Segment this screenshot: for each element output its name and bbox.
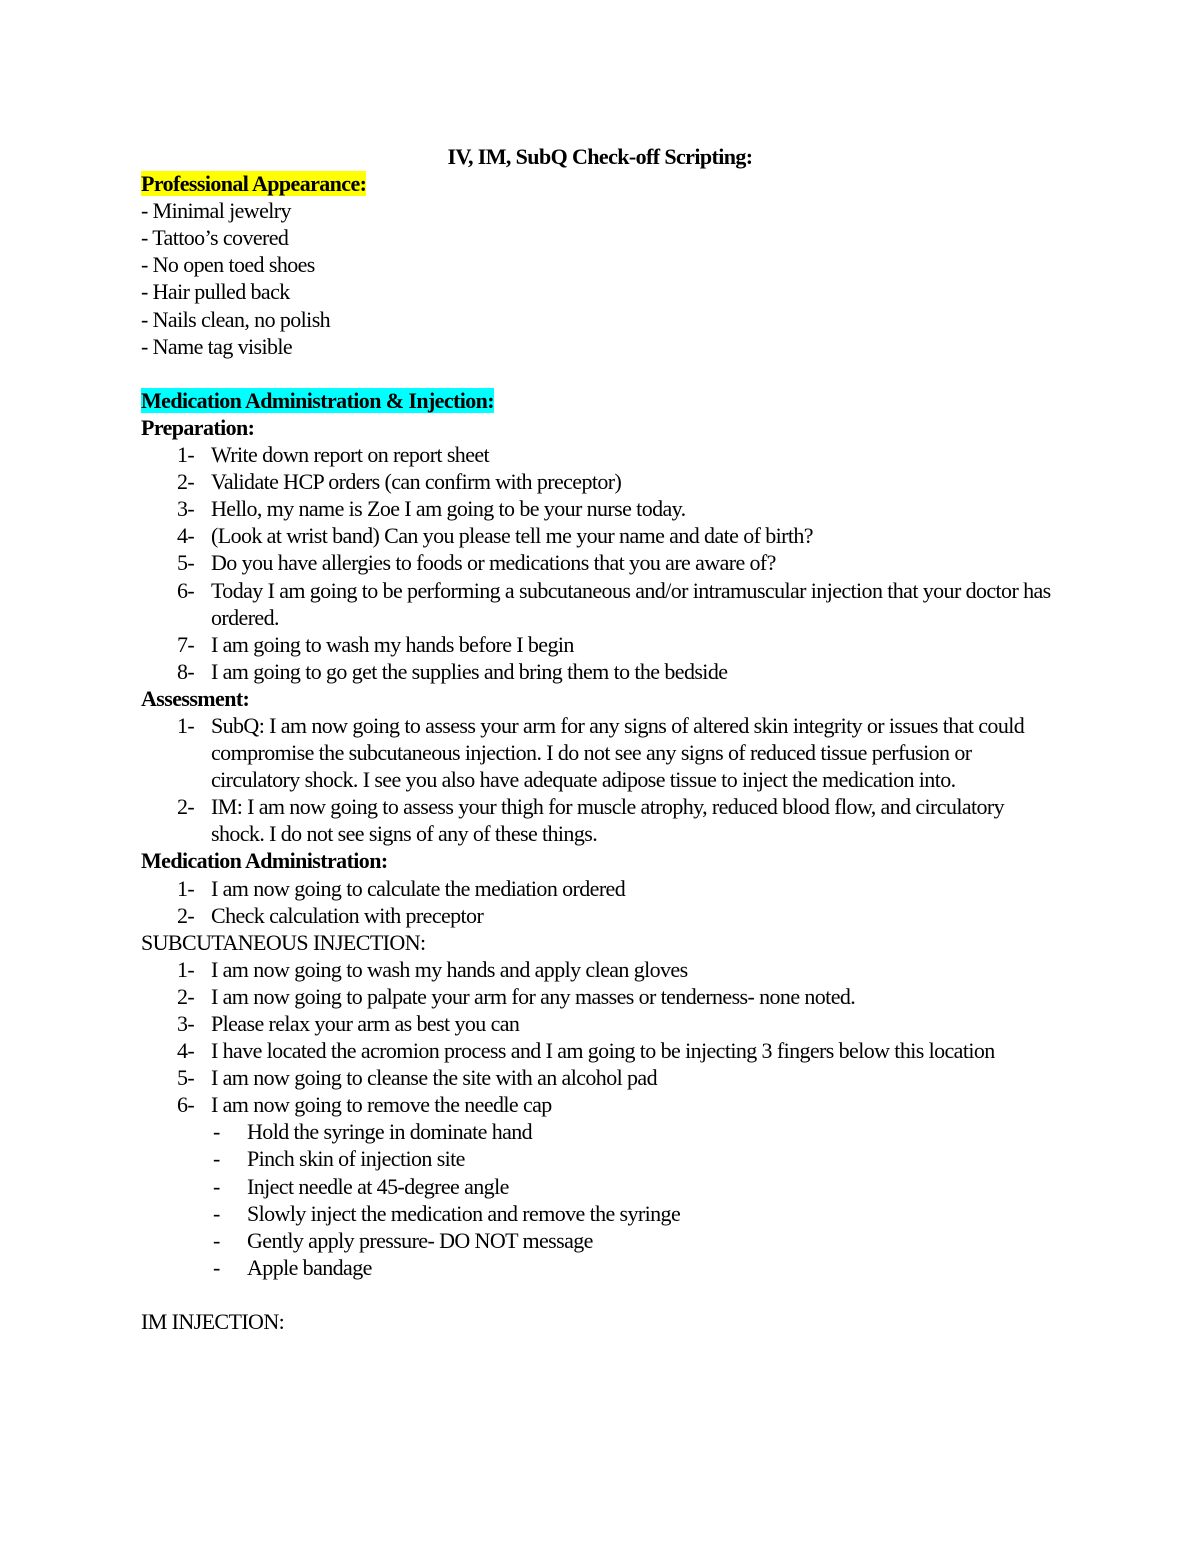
sub-list-item bbox=[141, 1227, 1061, 1254]
professional-appearance-heading bbox=[141, 170, 1061, 197]
item-text: Today I am going to be performing a subcutaneous and/or intramuscular injection that your doctor has ordered. bbox=[211, 577, 1051, 630]
list-item bbox=[141, 631, 1061, 658]
item-text: I am now going to palpate your arm for any masses or tenderness- none noted. bbox=[211, 983, 856, 1009]
list-item: - Nails clean, no polish bbox=[141, 306, 331, 332]
item-number: 8- bbox=[177, 658, 195, 684]
title-text: IV, IM, SubQ Check-off Scripting: bbox=[447, 144, 753, 169]
item-text: I am now going to remove the needle cap bbox=[211, 1092, 552, 1118]
list-item bbox=[141, 902, 1061, 929]
list-item: - Minimal jewelry bbox=[141, 198, 291, 224]
assessment-list bbox=[141, 712, 1061, 847]
item-text: Gently apply pressure- DO NOT message bbox=[247, 1227, 593, 1253]
item-number: 6- bbox=[177, 577, 195, 603]
medication-administration-heading: Medication Administration: bbox=[141, 848, 388, 874]
sub-list-item bbox=[141, 1118, 1061, 1145]
item-text: I am going to go get the supplies and bring them to the bedside bbox=[211, 658, 728, 684]
sub-list-item bbox=[141, 1173, 1061, 1200]
item-text: Slowly inject the medication and remove the syringe bbox=[247, 1200, 681, 1226]
item-text: (Look at wrist band) Can you please tell me your name and date of birth? bbox=[211, 523, 813, 549]
subq-sub-list bbox=[141, 1118, 1061, 1281]
document-title bbox=[0, 143, 1200, 170]
heading-text: Medication Administration & Injection: bbox=[141, 387, 495, 413]
list-item bbox=[141, 1091, 1061, 1118]
item-number: 4- bbox=[177, 1038, 195, 1064]
item-number: 5- bbox=[177, 1065, 195, 1091]
list-item bbox=[141, 658, 1061, 685]
subq-injection-heading: SUBCUTANEOUS INJECTION: bbox=[141, 929, 426, 955]
list-item bbox=[141, 1010, 1061, 1037]
list-item bbox=[141, 495, 1061, 522]
item-number: 6- bbox=[177, 1092, 195, 1118]
im-injection-heading: IM INJECTION: bbox=[141, 1309, 285, 1335]
item-text: Pinch skin of injection site bbox=[247, 1146, 465, 1172]
list-item bbox=[141, 549, 1061, 576]
subq-list bbox=[141, 956, 1061, 1119]
item-text: Check calculation with preceptor bbox=[211, 902, 484, 928]
sub-list-item bbox=[141, 1254, 1061, 1281]
item-text: IM: I am now going to assess your thigh for muscle atrophy, reduced blood flow, and circulatory shock. I do not see signs of any of these things. bbox=[211, 794, 1005, 847]
item-number: 1- bbox=[177, 712, 195, 738]
item-number: 2- bbox=[177, 902, 195, 928]
dash-bullet: - bbox=[213, 1146, 220, 1172]
item-text: Hold the syringe in dominate hand bbox=[247, 1119, 533, 1145]
item-text: I have located the acromion process and I am going to be injecting 3 fingers below this location bbox=[211, 1038, 995, 1064]
item-text: Validate HCP orders (can confirm with preceptor) bbox=[211, 469, 622, 495]
preparation-list bbox=[141, 441, 1061, 685]
assessment-heading: Assessment: bbox=[141, 685, 250, 711]
medication-administration-list bbox=[141, 875, 1061, 929]
dash-bullet: - bbox=[213, 1227, 220, 1253]
list-item: - Name tag visible bbox=[141, 333, 293, 359]
appearance-list bbox=[141, 197, 1061, 360]
item-text: I am going to wash my hands before I begin bbox=[211, 631, 574, 657]
list-item bbox=[141, 468, 1061, 495]
item-text: Hello, my name is Zoe I am going to be your nurse today. bbox=[211, 496, 686, 522]
dash-bullet: - bbox=[213, 1200, 220, 1226]
item-text: I am now going to calculate the mediation ordered bbox=[211, 875, 626, 901]
list-item: - Tattoo’s covered bbox=[141, 225, 289, 251]
sub-list-item bbox=[141, 1145, 1061, 1172]
item-text: I am now going to cleanse the site with an alcohol pad bbox=[211, 1065, 657, 1091]
item-text: Do you have allergies to foods or medications that you are aware of? bbox=[211, 550, 776, 576]
item-text: I am now going to wash my hands and apply clean gloves bbox=[211, 956, 688, 982]
dash-bullet: - bbox=[213, 1119, 220, 1145]
heading-text: Professional Appearance: bbox=[141, 171, 367, 197]
item-number: 2- bbox=[177, 794, 195, 820]
item-number: 3- bbox=[177, 496, 195, 522]
preparation-heading: Preparation: bbox=[141, 414, 255, 440]
item-number: 7- bbox=[177, 631, 195, 657]
list-item bbox=[141, 1064, 1061, 1091]
list-item: - Hair pulled back bbox=[141, 279, 290, 305]
list-item bbox=[141, 1037, 1061, 1064]
document-page bbox=[141, 143, 1061, 1335]
list-item bbox=[141, 522, 1061, 549]
med-admin-injection-heading bbox=[141, 387, 1061, 414]
dash-bullet: - bbox=[213, 1173, 220, 1199]
item-text: Please relax your arm as best you can bbox=[211, 1011, 520, 1036]
list-item bbox=[141, 875, 1061, 902]
list-item bbox=[141, 983, 1061, 1010]
item-number: 2- bbox=[177, 469, 195, 495]
list-item bbox=[141, 441, 1061, 468]
item-number: 1- bbox=[177, 875, 195, 901]
list-item bbox=[141, 577, 1061, 631]
list-item: - No open toed shoes bbox=[141, 252, 315, 278]
item-text: Apple bandage bbox=[247, 1254, 372, 1280]
item-number: 2- bbox=[177, 983, 195, 1009]
spacer bbox=[141, 1281, 1061, 1308]
item-number: 3- bbox=[177, 1011, 195, 1036]
item-number: 1- bbox=[177, 956, 195, 982]
item-number: 4- bbox=[177, 523, 195, 549]
list-item bbox=[141, 793, 1061, 847]
spacer bbox=[141, 360, 1061, 387]
list-item bbox=[141, 712, 1061, 793]
dash-bullet: - bbox=[213, 1254, 220, 1280]
item-text: SubQ: I am now going to assess your arm for any signs of altered skin integrity or issues that could compromise the subcutaneous injection. I do not see any signs of reduced tissue perfusion or circulatory shock. I see you also have adequate adipose tissue to inject the medication into. bbox=[211, 712, 1025, 793]
list-item bbox=[141, 956, 1061, 983]
sub-list-item bbox=[141, 1200, 1061, 1227]
item-text: Inject needle at 45-degree angle bbox=[247, 1173, 509, 1199]
item-text: Write down report on report sheet bbox=[211, 442, 490, 468]
item-number: 5- bbox=[177, 550, 195, 576]
item-number: 1- bbox=[177, 442, 195, 468]
